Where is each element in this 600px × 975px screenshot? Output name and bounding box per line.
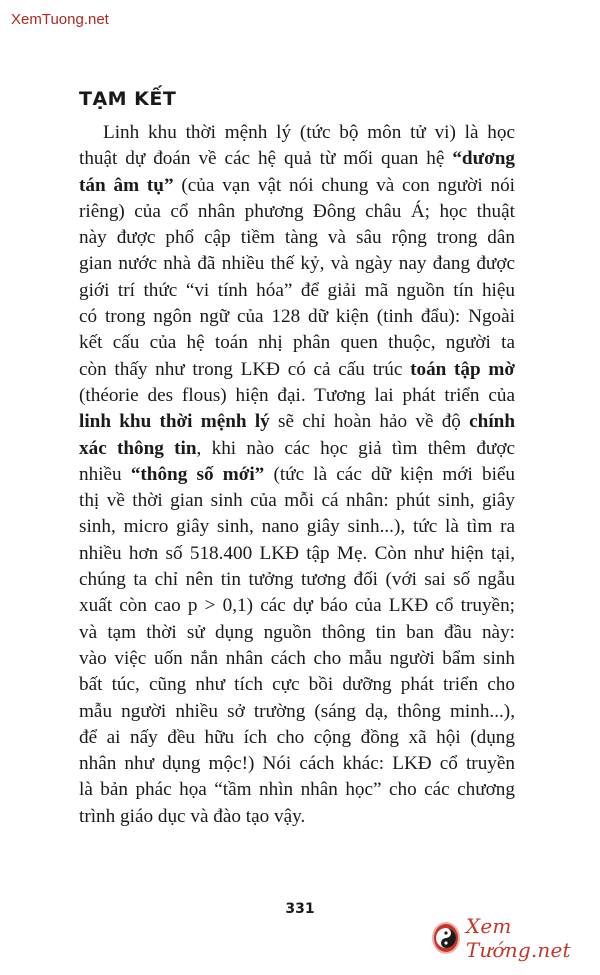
text-line bbox=[79, 777, 515, 803]
text-line bbox=[79, 436, 515, 462]
site-logo bbox=[432, 914, 600, 962]
text-line bbox=[79, 199, 515, 225]
text-run: (của vạn vật nói chung và con người nói bbox=[173, 174, 516, 196]
text-run: (tức là các dữ kiện mới biểu bbox=[264, 463, 516, 485]
text-run: (théorie des flous) hiện đại. Tương lai phát triển của bbox=[79, 384, 515, 406]
text-line bbox=[79, 120, 515, 146]
section-heading: TẠM KẾT bbox=[79, 88, 177, 110]
text-run: bất túc, cũng như tích cực bồi dưỡng phát triển cho bbox=[79, 674, 515, 696]
text-run: Linh khu thời mệnh lý (tức bộ môn tử vi) là học bbox=[103, 122, 515, 143]
text-line bbox=[79, 514, 515, 540]
text-run: thuật dự đoán về các hệ quả từ mối quan hệ bbox=[79, 148, 453, 170]
text-line bbox=[79, 146, 515, 172]
text-line bbox=[79, 567, 515, 593]
text-run: gian nước nhà đã nhiều thế kỷ, và ngày nay đang được bbox=[79, 253, 515, 275]
text-run: mẫu người nhiều sở trường (sáng dạ, thông minh...), bbox=[79, 700, 515, 722]
text-run: kết cấu của hệ toán nhị phân quen thuộc, người ta bbox=[79, 332, 515, 354]
text-line bbox=[79, 593, 515, 619]
bold-text: chính bbox=[469, 411, 515, 433]
text-run: nhân như dụng mộc!) Nói cách khác: LKĐ cổ truyền bbox=[79, 753, 515, 775]
body-paragraph bbox=[79, 120, 515, 830]
text-run: xuất còn cao p > 0,1) các dự báo của LKĐ cổ truyền; bbox=[79, 595, 515, 617]
watermark-top: XemTuong.net bbox=[11, 11, 109, 28]
bold-text: toán tập mờ bbox=[410, 358, 515, 380]
text-line bbox=[79, 251, 515, 277]
page-number: 331 bbox=[285, 901, 315, 917]
yin-yang-icon bbox=[432, 922, 460, 954]
text-line bbox=[79, 278, 515, 304]
bold-text: “thông số mới” bbox=[130, 463, 265, 485]
text-line bbox=[79, 409, 515, 435]
text-line bbox=[79, 330, 515, 356]
text-run: là bản phác họa “tầm nhìn nhân học” cho các chương bbox=[79, 779, 515, 801]
bold-text: tán âm tụ” bbox=[79, 174, 174, 196]
text-run: trình giáo dục và đào tạo vậy. bbox=[79, 805, 306, 827]
text-line bbox=[79, 383, 515, 409]
text-line bbox=[79, 672, 515, 698]
text-line bbox=[79, 357, 515, 383]
text-line bbox=[79, 646, 515, 672]
text-line bbox=[79, 699, 515, 725]
text-line bbox=[79, 462, 515, 488]
text-run: thị về thời gian sinh của mỗi cá nhân: phút sinh, giây bbox=[79, 490, 515, 512]
text-line bbox=[79, 751, 515, 777]
text-run: sinh, micro giây sinh, nano giây sinh...), tức là tìm ra bbox=[79, 516, 515, 538]
text-run: có trong ngôn ngữ của 128 dữ kiện (tinh đẩu): Ngoài bbox=[79, 306, 515, 328]
text-run: và tạm thời sử dụng nguồn thông tin ban đầu này: bbox=[79, 621, 515, 643]
bold-text: “dương bbox=[452, 148, 515, 170]
text-run: nhiều bbox=[79, 463, 131, 485]
text-run: để ai nấy đều hữu ích cho cộng đồng xã hội (dụng bbox=[79, 726, 515, 748]
bold-text: linh khu thời mệnh lý bbox=[79, 411, 270, 433]
text-run: giới trí thức “vi tính hóa” để giải mã nguồn tín hiệu bbox=[79, 279, 515, 301]
text-run: sẽ chỉ hoàn hảo về độ bbox=[269, 411, 470, 433]
text-line bbox=[79, 804, 515, 830]
text-line bbox=[79, 541, 515, 567]
text-run: vào việc uốn nắn nhân cách cho mẫu người bẩm sinh bbox=[79, 647, 515, 669]
text-line bbox=[79, 620, 515, 646]
text-run: còn thấy như trong LKĐ có cả cấu trúc bbox=[79, 358, 411, 380]
text-line bbox=[79, 488, 515, 514]
logo-text: Xem Tướng.net bbox=[465, 914, 571, 962]
text-run: chúng ta chỉ nên tin tưởng tương đối (với sai số ngẫu bbox=[79, 569, 515, 591]
text-run: nhiều hơn số 518.400 LKĐ tập Mẹ. Còn như hiện tại, bbox=[79, 542, 515, 564]
text-line bbox=[79, 304, 515, 330]
text-run: , khi nào các học giả tìm thêm được bbox=[196, 437, 515, 459]
bold-text: xác thông tin bbox=[79, 437, 197, 459]
text-line bbox=[79, 225, 515, 251]
text-run: riêng) của cổ nhân phương Đông châu Á; học thuật bbox=[79, 200, 515, 222]
text-run: này được phổ cập tiềm tàng và sâu rộng trong dân bbox=[79, 227, 515, 249]
text-line bbox=[79, 725, 515, 751]
text-line bbox=[79, 173, 515, 199]
